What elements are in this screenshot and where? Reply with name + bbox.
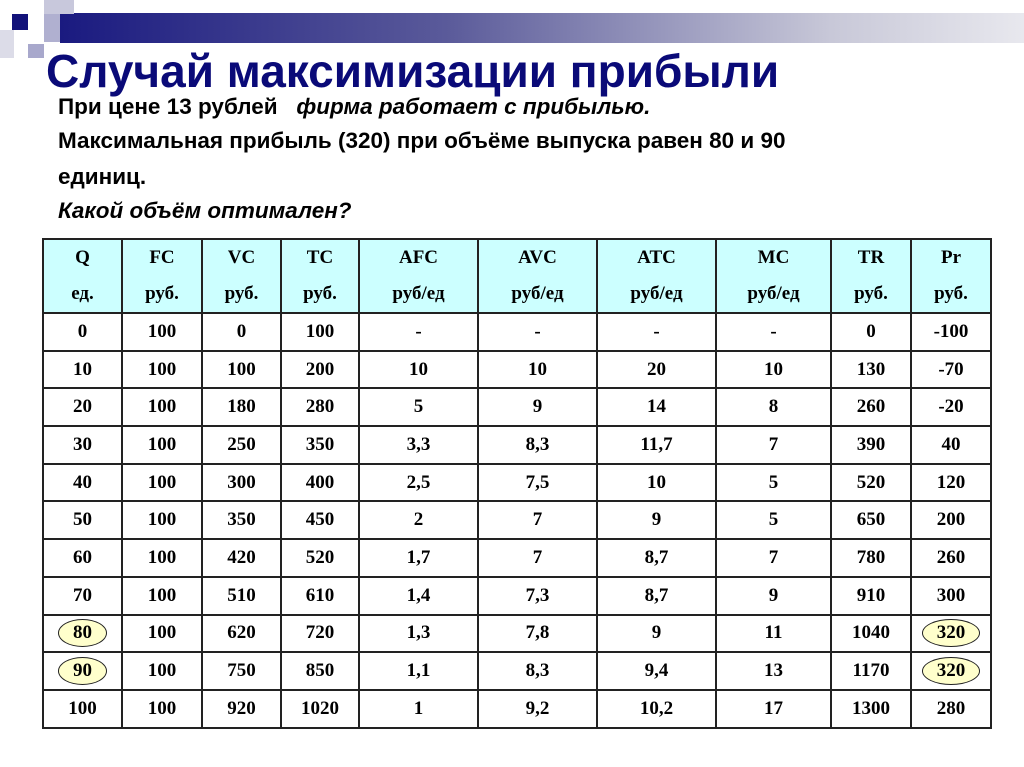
- cell-value: 650: [856, 509, 886, 531]
- table-cell: [597, 577, 716, 615]
- cell-value: 0: [866, 320, 876, 342]
- cell-value: -20: [938, 396, 964, 418]
- cell-value: 100: [147, 546, 177, 568]
- table-cell: [359, 615, 478, 653]
- table-cell: [478, 577, 597, 615]
- text-line-1: [58, 94, 650, 120]
- table-cell: [597, 464, 716, 502]
- column-header: [281, 239, 359, 313]
- cell-value: 2,5: [406, 471, 431, 493]
- cell-value: -: [415, 320, 422, 342]
- cell-value: 180: [227, 396, 256, 418]
- cell-value: 100: [147, 509, 177, 531]
- table-cell: [122, 426, 202, 464]
- header-unit: руб/ед: [630, 283, 683, 304]
- table-cell: [359, 501, 478, 539]
- column-header: [716, 239, 831, 313]
- table-cell: [281, 690, 359, 728]
- table-cell: [716, 313, 831, 351]
- table-row: [43, 690, 991, 728]
- table-cell: [359, 388, 478, 426]
- cell-value: 100: [227, 358, 256, 380]
- table-row: [43, 351, 991, 389]
- cell-value: 70: [73, 584, 92, 606]
- highlighted-value: 320: [922, 657, 981, 685]
- cell-value: 420: [227, 546, 256, 568]
- cell-value: 17: [764, 697, 783, 719]
- table-cell: [597, 652, 716, 690]
- decor-square: [44, 14, 60, 42]
- table-cell: [359, 652, 478, 690]
- header-gradient-bar: [60, 13, 1024, 43]
- table-cell: [831, 351, 911, 389]
- cell-value: 850: [305, 660, 335, 682]
- table-cell: [831, 464, 911, 502]
- table-cell: [122, 388, 202, 426]
- table-cell: [478, 615, 597, 653]
- cell-value: 100: [147, 660, 177, 682]
- table-cell: [122, 351, 202, 389]
- cell-value: 1: [413, 697, 424, 719]
- table-cell: [478, 690, 597, 728]
- cell-value: 20: [647, 358, 666, 380]
- cell-value: 9,4: [644, 660, 669, 682]
- table-cell: [478, 388, 597, 426]
- header-unit: руб/ед: [392, 283, 445, 304]
- table-cell: [359, 464, 478, 502]
- cell-value: 7: [532, 546, 543, 568]
- table-cell: [202, 464, 281, 502]
- cell-value: 260: [936, 546, 966, 568]
- cell-value: 10: [647, 471, 666, 493]
- table-cell: [43, 539, 122, 577]
- table-cell: [281, 577, 359, 615]
- table-cell: [478, 351, 597, 389]
- cell-value: 3,3: [406, 433, 431, 455]
- table-cell: [911, 464, 991, 502]
- table-cell: [281, 652, 359, 690]
- cell-value: 920: [227, 697, 256, 719]
- cell-value: 100: [147, 358, 177, 380]
- table-cell: [281, 426, 359, 464]
- cell-value: -: [770, 320, 777, 342]
- table-row: [43, 426, 991, 464]
- table-cell: [597, 426, 716, 464]
- table-cell: [202, 426, 281, 464]
- cell-value: 350: [305, 433, 335, 455]
- cell-value: 100: [147, 471, 177, 493]
- cell-value: 100: [147, 320, 177, 342]
- cell-value: 100: [68, 697, 97, 719]
- table-cell: [43, 652, 122, 690]
- cell-value: 910: [856, 584, 886, 606]
- table-cell: [43, 690, 122, 728]
- cell-value: 7: [768, 546, 779, 568]
- decor-square: [0, 30, 14, 58]
- cell-value: 0: [236, 320, 247, 342]
- cell-value: 8,3: [525, 433, 550, 455]
- cell-value: -100: [933, 320, 969, 342]
- cell-value: 200: [936, 509, 966, 531]
- table-cell: [122, 501, 202, 539]
- cell-value: 620: [227, 622, 256, 644]
- table-cell: [202, 313, 281, 351]
- cell-value: 750: [227, 660, 256, 682]
- header-label: ATC: [637, 247, 676, 268]
- cell-value: 40: [941, 433, 961, 455]
- cell-value: 610: [305, 584, 335, 606]
- cell-value: 200: [305, 358, 335, 380]
- table-cell: [122, 464, 202, 502]
- table-cell: [831, 652, 911, 690]
- highlighted-value: 320: [922, 619, 981, 647]
- cell-value: 120: [936, 471, 966, 493]
- cell-value: 11,7: [640, 433, 673, 455]
- header-label: TC: [306, 247, 334, 268]
- column-header: [202, 239, 281, 313]
- table-cell: [43, 615, 122, 653]
- cell-value: 1170: [852, 660, 890, 682]
- table-cell: [122, 652, 202, 690]
- cell-value: 50: [73, 509, 92, 531]
- price-text: При цене 13 рублей: [58, 94, 278, 119]
- table-cell: [122, 539, 202, 577]
- cell-value: 7,8: [525, 622, 550, 644]
- table-cell: [43, 388, 122, 426]
- cell-value: 8,7: [644, 584, 669, 606]
- table-cell: [281, 464, 359, 502]
- decor-square: [12, 14, 28, 30]
- cell-value: 130: [856, 358, 886, 380]
- table-cell: [911, 501, 991, 539]
- table-cell: [831, 539, 911, 577]
- table-cell: [716, 615, 831, 653]
- table-cell: [597, 388, 716, 426]
- header-unit: руб.: [303, 283, 337, 304]
- table-cell: [281, 351, 359, 389]
- cell-value: 10: [409, 358, 428, 380]
- cell-value: 5: [768, 509, 779, 531]
- cell-value: 100: [147, 584, 177, 606]
- decor-square: [44, 0, 74, 14]
- table-cell: [478, 539, 597, 577]
- cost-table: [42, 238, 992, 729]
- table-row: [43, 577, 991, 615]
- header-label: MC: [757, 247, 790, 268]
- cell-value: 450: [305, 509, 335, 531]
- table-cell: [911, 388, 991, 426]
- table-cell: [281, 539, 359, 577]
- cell-value: 100: [147, 433, 177, 455]
- table-cell: [281, 388, 359, 426]
- table-cell: [122, 313, 202, 351]
- table-cell: [831, 501, 911, 539]
- table-cell: [597, 615, 716, 653]
- table-cell: [359, 351, 478, 389]
- text-line-2: Максимальная прибыль (320) при объёме выпуска равен 80 и 90: [58, 128, 786, 153]
- table-cell: [478, 464, 597, 502]
- table-cell: [911, 690, 991, 728]
- table-row: [43, 313, 991, 351]
- table-cell: [202, 501, 281, 539]
- header-label: AFC: [398, 247, 439, 268]
- table-cell: [202, 690, 281, 728]
- table-cell: [831, 690, 911, 728]
- header-unit: руб.: [934, 283, 968, 304]
- table-row: [43, 615, 991, 653]
- cell-value: 10: [528, 358, 547, 380]
- table-cell: [597, 690, 716, 728]
- decor-square: [28, 44, 44, 58]
- table-cell: [478, 313, 597, 351]
- cell-value: 14: [647, 396, 666, 418]
- cell-value: 30: [73, 433, 92, 455]
- table-cell: [716, 351, 831, 389]
- column-header: [478, 239, 597, 313]
- profit-text: фирма работает с прибылью.: [296, 94, 651, 119]
- cell-value: 8,7: [644, 546, 669, 568]
- header-unit: руб.: [224, 283, 259, 304]
- cell-value: 390: [856, 433, 886, 455]
- table-row: [43, 501, 991, 539]
- table-cell: [911, 313, 991, 351]
- table-cell: [122, 577, 202, 615]
- cell-value: 1,4: [406, 584, 431, 606]
- column-header: [911, 239, 991, 313]
- table-cell: [831, 313, 911, 351]
- table-cell: [478, 652, 597, 690]
- table-cell: [43, 426, 122, 464]
- cell-value: 7,3: [525, 584, 550, 606]
- cell-value: 350: [227, 509, 256, 531]
- cell-value: 300: [227, 471, 256, 493]
- header-label: TR: [857, 247, 885, 268]
- cell-value: 10: [73, 358, 92, 380]
- cell-value: 9: [651, 509, 662, 531]
- table-cell: [716, 539, 831, 577]
- table-row: [43, 464, 991, 502]
- cell-value: 60: [73, 546, 92, 568]
- table-cell: [43, 351, 122, 389]
- header-label: FC: [149, 247, 175, 268]
- cell-value: 20: [73, 396, 92, 418]
- cell-value: 1,1: [406, 660, 431, 682]
- table-cell: [202, 388, 281, 426]
- cell-value: 2: [413, 509, 424, 531]
- cell-value: 720: [305, 622, 335, 644]
- column-header: [359, 239, 478, 313]
- table-cell: [122, 615, 202, 653]
- table-cell: [202, 652, 281, 690]
- cell-value: 13: [764, 660, 783, 682]
- header-unit: руб.: [854, 283, 888, 304]
- cell-value: 1,7: [406, 546, 431, 568]
- cell-value: 9: [768, 584, 779, 606]
- table-cell: [202, 351, 281, 389]
- slide-title: Случай максимизации прибыли: [46, 45, 780, 97]
- table-cell: [359, 577, 478, 615]
- text-line-3: единиц.: [58, 164, 147, 189]
- table-cell: [43, 577, 122, 615]
- cell-value: 9,2: [525, 697, 550, 719]
- cell-value: 0: [77, 320, 88, 342]
- cell-value: 10: [764, 358, 783, 380]
- table-cell: [43, 501, 122, 539]
- cell-value: 9: [532, 396, 543, 418]
- table-cell: [911, 577, 991, 615]
- cell-value: -70: [938, 358, 964, 380]
- column-header: [597, 239, 716, 313]
- table-cell: [281, 501, 359, 539]
- highlighted-value: 90: [58, 657, 107, 685]
- header-label: AVC: [518, 247, 557, 268]
- table-cell: [202, 577, 281, 615]
- cell-value: -: [653, 320, 660, 342]
- cell-value: 5: [768, 471, 779, 493]
- question-text: Какой объём оптимален?: [58, 198, 352, 223]
- header-unit: руб.: [145, 283, 179, 304]
- cell-value: 1,3: [406, 622, 431, 644]
- cell-value: 7: [532, 509, 543, 531]
- cell-value: 250: [227, 433, 256, 455]
- table-cell: [281, 615, 359, 653]
- header-unit: руб/ед: [511, 283, 564, 304]
- table-row: [43, 652, 991, 690]
- cell-value: 7,5: [525, 471, 550, 493]
- header-label: Pr: [940, 247, 962, 268]
- table-cell: [911, 652, 991, 690]
- table-row: [43, 539, 991, 577]
- table-cell: [911, 615, 991, 653]
- cell-value: 9: [651, 622, 662, 644]
- table-cell: [478, 501, 597, 539]
- cell-value: 100: [147, 396, 177, 418]
- header-unit: ед.: [71, 283, 94, 304]
- table-cell: [359, 539, 478, 577]
- table-cell: [716, 464, 831, 502]
- table-cell: [911, 539, 991, 577]
- cell-value: 7: [768, 433, 779, 455]
- cell-value: 780: [856, 546, 886, 568]
- cell-value: 100: [305, 320, 335, 342]
- cell-value: 1020: [301, 697, 339, 719]
- table-cell: [716, 501, 831, 539]
- column-header: [831, 239, 911, 313]
- table-cell: [831, 426, 911, 464]
- table-cell: [716, 652, 831, 690]
- table-cell: [359, 426, 478, 464]
- table-cell: [202, 539, 281, 577]
- table-cell: [831, 577, 911, 615]
- table-cell: [43, 464, 122, 502]
- header-unit: руб/ед: [747, 283, 800, 304]
- cell-value: 300: [936, 584, 966, 606]
- table-cell: [281, 313, 359, 351]
- table-cell: [716, 690, 831, 728]
- column-header: [43, 239, 122, 313]
- table-cell: [597, 351, 716, 389]
- cell-value: 100: [147, 697, 177, 719]
- table-cell: [716, 388, 831, 426]
- table-cell: [359, 313, 478, 351]
- cell-value: 5: [413, 396, 424, 418]
- table-cell: [597, 313, 716, 351]
- cell-value: 400: [305, 471, 335, 493]
- table-cell: [597, 501, 716, 539]
- cell-value: 510: [227, 584, 256, 606]
- table-row: [43, 388, 991, 426]
- cell-value: 8: [768, 396, 779, 418]
- cell-value: 520: [856, 471, 886, 493]
- header-label: VC: [227, 247, 256, 268]
- column-header: [122, 239, 202, 313]
- table-cell: [911, 426, 991, 464]
- table-cell: [359, 690, 478, 728]
- table-cell: [716, 577, 831, 615]
- cell-value: 280: [305, 396, 335, 418]
- table-cell: [831, 388, 911, 426]
- cell-value: 260: [856, 396, 886, 418]
- cell-value: 1300: [852, 697, 890, 719]
- table-cell: [122, 690, 202, 728]
- cell-value: 8,3: [525, 660, 550, 682]
- table-cell: [478, 426, 597, 464]
- table-cell: [43, 313, 122, 351]
- cell-value: 1040: [852, 622, 890, 644]
- cell-value: 11: [764, 622, 783, 644]
- table-cell: [716, 426, 831, 464]
- cell-value: 40: [73, 471, 92, 493]
- cell-value: -: [534, 320, 541, 342]
- table-cell: [202, 615, 281, 653]
- table-cell: [597, 539, 716, 577]
- cell-value: 280: [936, 697, 966, 719]
- cell-value: 10,2: [639, 697, 674, 719]
- table-cell: [831, 615, 911, 653]
- cell-value: 100: [147, 622, 177, 644]
- table-cell: [911, 351, 991, 389]
- highlighted-value: 80: [58, 619, 107, 647]
- header-label: Q: [75, 247, 90, 268]
- cell-value: 520: [305, 546, 335, 568]
